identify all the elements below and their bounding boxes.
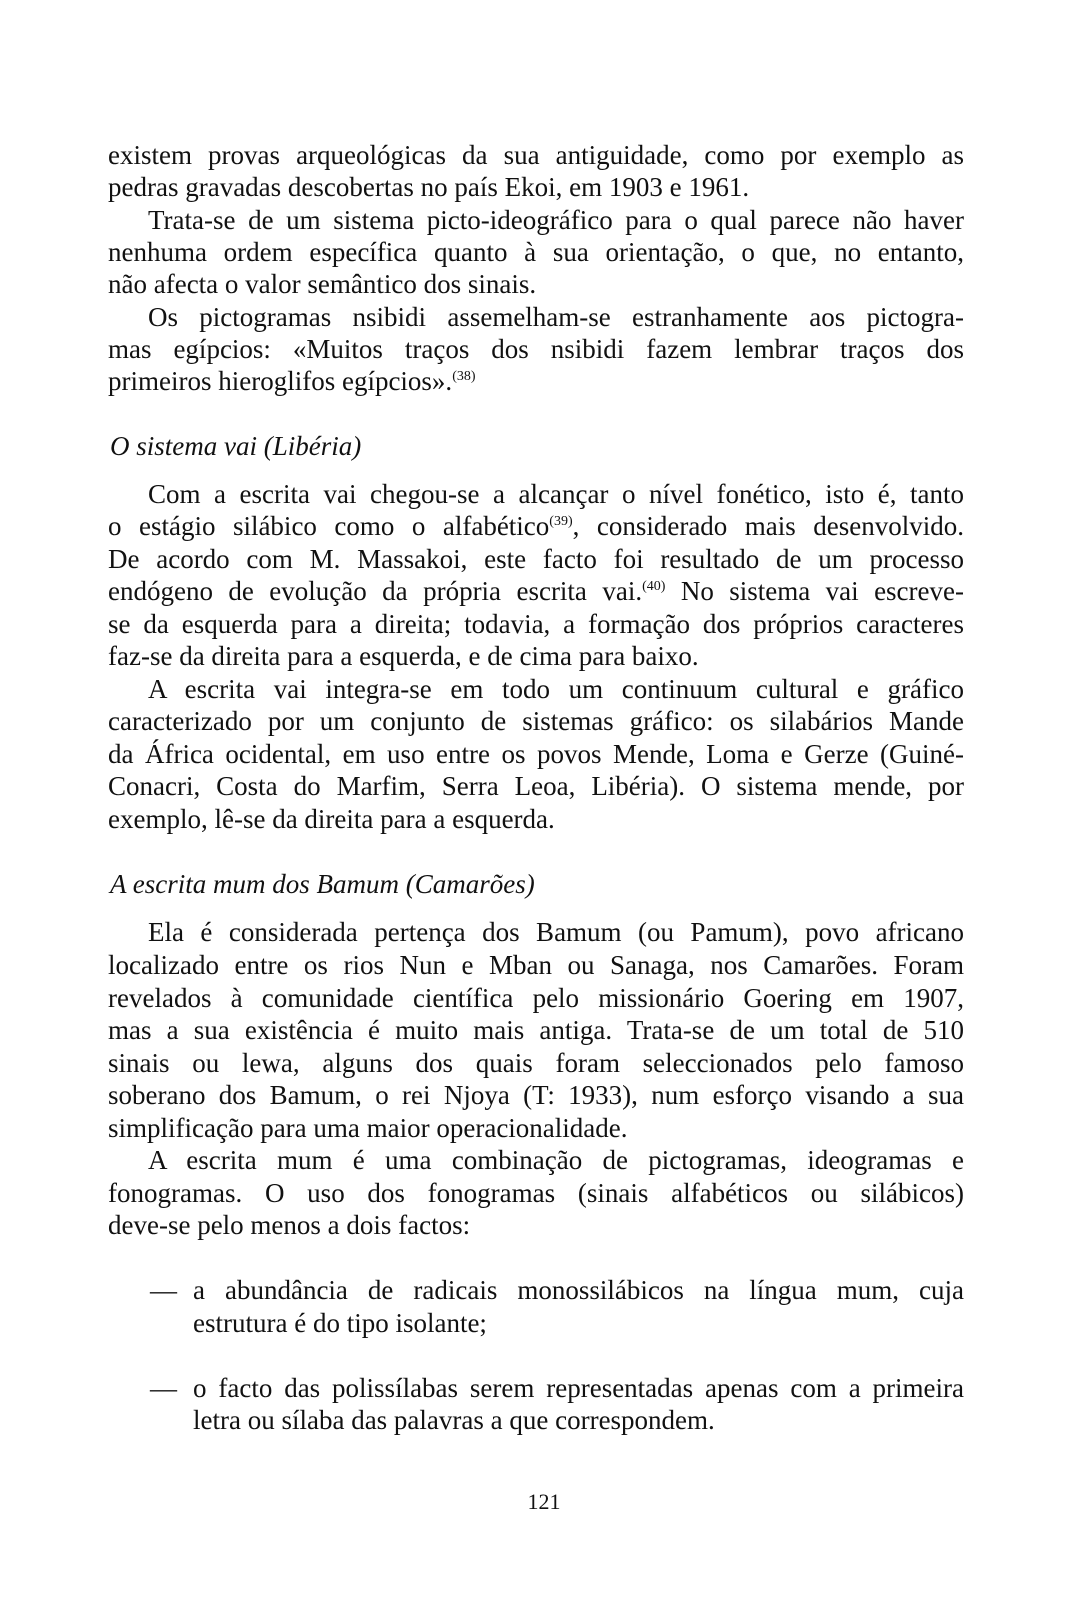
text: No sistema vai escreve-	[665, 576, 964, 606]
text: endógeno de evolução da própria escrita vai.	[108, 576, 643, 606]
paragraph-line	[108, 365, 476, 397]
text: pedras gravadas descobertas no país Ekoi, em 1903 e 1961.	[108, 172, 750, 202]
bullet-text-line	[193, 1372, 964, 1404]
text: Trata-se de um sistema picto-ideográfico para o qual parece não haver	[148, 205, 964, 235]
paragraph-line	[108, 171, 749, 203]
text: exemplo, lê-se da direita para a esquerda.	[108, 804, 555, 834]
bullet-dash: —	[150, 1373, 177, 1403]
text: existem provas arqueológicas da sua antiguidade, como por exemplo as	[108, 140, 964, 170]
paragraph-line	[108, 1079, 964, 1111]
text: A escrita vai integra-se em todo um continuum cultural e gráfico	[148, 674, 964, 704]
paragraph-line	[108, 1112, 628, 1144]
paragraph-line	[108, 705, 964, 737]
text: deve-se pelo menos a dois factos:	[108, 1210, 471, 1240]
text: letra ou sílaba das palavras a que correspondem.	[193, 1405, 715, 1435]
paragraph-line	[108, 1177, 964, 1209]
paragraph-line	[108, 510, 964, 542]
paragraph-line	[108, 982, 964, 1014]
text: primeiros hieroglifos egípcios».	[108, 366, 453, 396]
paragraph-line	[148, 1144, 964, 1176]
paragraph-line	[148, 673, 964, 705]
text: , considerado mais desenvolvido.	[572, 511, 964, 541]
paragraph-line	[108, 803, 555, 835]
text: mas a sua existência é muito mais antiga. Trata-se de um total de 510	[108, 1015, 964, 1045]
paragraph-line	[108, 1209, 470, 1241]
paragraph-line	[108, 333, 964, 365]
paragraph-line	[108, 1047, 964, 1079]
paragraph-line	[108, 640, 699, 672]
paragraph-line	[108, 543, 964, 575]
section-heading: A escrita mum dos Bamum (Camarões)	[110, 869, 535, 899]
text: da África ocidental, em uso entre os povos Mende, Loma e Gerze (Guiné-	[108, 739, 964, 769]
footnote-reference: (39)	[549, 514, 573, 529]
paragraph-line	[108, 575, 964, 607]
paragraph-line	[108, 738, 964, 770]
paragraph-line	[148, 478, 964, 510]
paragraph-line	[108, 268, 536, 300]
text: Conacri, Costa do Marfim, Serra Leoa, Libéria). O sistema mende, por	[108, 771, 964, 801]
text: Ela é considerada pertença dos Bamum (ou Pamum), povo africano	[148, 917, 964, 947]
paragraph-line	[148, 916, 964, 948]
text: Com a escrita vai chegou-se a alcançar o nível fonético, isto é, tanto	[148, 479, 964, 509]
bullet-text-line	[193, 1274, 964, 1306]
text: caracterizado por um conjunto de sistemas gráfico: os silabários Mande	[108, 706, 964, 736]
text: De acordo com M. Massakoi, este facto foi resultado de um processo	[108, 544, 964, 574]
text: nenhuma ordem específica quanto à sua orientação, o que, no entanto,	[108, 237, 964, 267]
text: se da esquerda para a direita; todavia, a formação dos próprios caracteres	[108, 609, 964, 639]
text: o estágio silábico como o alfabético	[108, 511, 550, 541]
text: estrutura é do tipo isolante;	[193, 1308, 487, 1338]
text: soberano dos Bamum, o rei Njoya (T: 1933), num esforço visando a sua	[108, 1080, 964, 1110]
text: faz-se da direita para a esquerda, e de cima para baixo.	[108, 641, 699, 671]
text: mas egípcios: «Muitos traços dos nsibidi fazem lembrar traços dos	[108, 334, 964, 364]
bullet-text-line	[193, 1307, 487, 1339]
page-number: 121	[527, 1489, 561, 1514]
text: fonogramas. O uso dos fonogramas (sinais alfabéticos ou silábicos)	[108, 1178, 964, 1208]
bullet-dash: —	[150, 1275, 177, 1305]
paragraph-line	[148, 301, 964, 333]
paragraph-line	[148, 204, 964, 236]
paragraph-line	[108, 770, 964, 802]
text: Os pictogramas nsibidi assemelham-se estranhamente aos pictogra-	[148, 302, 964, 332]
footnote-reference: (38)	[452, 369, 476, 384]
paragraph-line	[108, 139, 964, 171]
text: revelados à comunidade científica pelo missionário Goering em 1907,	[108, 983, 964, 1013]
text: simplificação para uma maior operacionalidade.	[108, 1113, 628, 1143]
paragraph-line	[108, 949, 964, 981]
text: A escrita mum é uma combinação de pictogramas, ideogramas e	[148, 1145, 964, 1175]
bullet-text-line	[193, 1404, 715, 1436]
text: localizado entre os rios Nun e Mban ou Sanaga, nos Camarões. Foram	[108, 950, 964, 980]
text: a abundância de radicais monossilábicos na língua mum, cuja	[193, 1275, 964, 1305]
section-heading: O sistema vai (Libéria)	[110, 431, 362, 461]
paragraph-line	[108, 608, 964, 640]
footnote-reference: (40)	[642, 579, 666, 594]
paragraph-line	[108, 236, 964, 268]
paragraph-line	[108, 1014, 964, 1046]
text: não afecta o valor semântico dos sinais.	[108, 269, 537, 299]
text: o facto das polissílabas serem representadas apenas com a primeira	[193, 1373, 964, 1403]
text: sinais ou lewa, alguns dos quais foram seleccionados pelo famoso	[108, 1048, 964, 1078]
